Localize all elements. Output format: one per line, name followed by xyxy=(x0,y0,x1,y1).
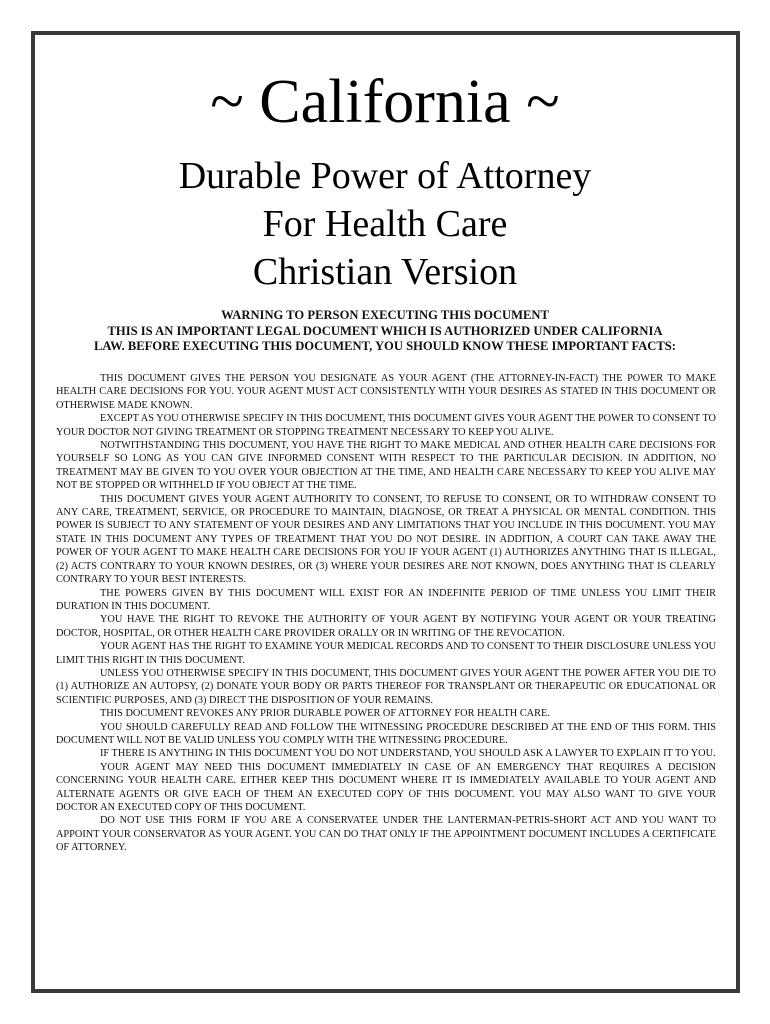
body-paragraph: THIS DOCUMENT REVOKES ANY PRIOR DURABLE POWER OF ATTORNEY FOR HEALTH CARE. xyxy=(100,708,550,720)
subtitle-line-1: Durable Power of Attorney xyxy=(178,155,592,197)
body-paragraph: EXCEPT AS YOU OTHERWISE SPECIFY IN THIS DOCUMENT, THIS DOCUMENT GIVES YOUR AGENT THE POWER TO CONSENT TO YOUR DOCTOR NOT GIVING TREATMENT OR STOPPING TREATMENT NECESSARY TO KEEP YOU ALIVE. xyxy=(56,413,716,438)
warning-line-2: LAW. BEFORE EXECUTING THIS DOCUMENT, YOU SHOULD KNOW THESE IMPORTANT FACTS: xyxy=(93,339,676,353)
body-paragraph: NOTWITHSTANDING THIS DOCUMENT, YOU HAVE THE RIGHT TO MAKE MEDICAL AND OTHER HEALTH CARE DECISIONS FOR YOURSELF SO LONG AS YOU CAN GIVE INFORMED CONSENT WITH RESPECT TO THE PARTICULAR DECISION. IN ADDITION, NO TREATMENT MAY BE GIVEN TO YOU OVER YOUR OBJECTION AT THE TIME, AND HEALTH CARE NECESSARY TO KEEP YOU ALIVE MAY NOT BE STOPPED OR WITHHELD IF YOU OBJECT AT THE TIME. xyxy=(56,440,716,492)
body-paragraph: IF THERE IS ANYTHING IN THIS DOCUMENT YOU DO NOT UNDERSTAND, YOU SHOULD ASK A LAWYER TO EXPLAIN IT TO YOU. xyxy=(100,748,716,760)
warning-line-1: THIS IS AN IMPORTANT LEGAL DOCUMENT WHICH IS AUTHORIZED UNDER CALIFORNIA xyxy=(107,323,663,338)
body-paragraph: YOU SHOULD CAREFULLY READ AND FOLLOW THE WITNESSING PROCEDURE DESCRIBED AT THE END OF THIS FORM. THIS DOCUMENT WILL NOT BE VALID UNLESS YOU COMPLY WITH THE WITNESSING PROCEDURE. xyxy=(56,721,716,746)
body-paragraph: THIS DOCUMENT GIVES THE PERSON YOU DESIGNATE AS YOUR AGENT (THE ATTORNEY-IN-FACT) THE POWER TO MAKE HEALTH CARE DECISIONS FOR YOU. YOUR AGENT MUST ACT CONSISTENTLY WITH YOUR DESIRES AS STATED IN THIS DOCUMENT OR OTHERWISE MADE KNOWN. xyxy=(56,373,716,411)
warning-heading: WARNING TO PERSON EXECUTING THIS DOCUMENT xyxy=(221,308,549,322)
body-paragraph: THE POWERS GIVEN BY THIS DOCUMENT WILL EXIST FOR AN INDEFINITE PERIOD OF TIME UNLESS YOU LIMIT THEIR DURATION IN THIS DOCUMENT. xyxy=(56,587,716,612)
body-paragraph: YOUR AGENT HAS THE RIGHT TO EXAMINE YOUR MEDICAL RECORDS AND TO CONSENT TO THEIR DISCLOSURE UNLESS YOU LIMIT THIS RIGHT IN THIS DOCUMENT. xyxy=(56,641,716,666)
body-paragraph: YOUR AGENT MAY NEED THIS DOCUMENT IMMEDIATELY IN CASE OF AN EMERGENCY THAT REQUIRES A DECISION CONCERNING YOUR HEALTH CARE. EITHER KEEP THIS DOCUMENT WHERE IT IS IMMEDIATELY AVAILABLE TO YOUR AGENT AND ALTERNATE AGENTS OR GIVE EACH OF THEM AN EXECUTED COPY OF THIS DOCUMENT. YOU MAY ALSO WANT TO GIVE YOUR DOCTOR AN EXECUTED COPY OF THIS DOCUMENT. xyxy=(56,761,716,813)
body-paragraph: THIS DOCUMENT GIVES YOUR AGENT AUTHORITY TO CONSENT, TO REFUSE TO CONSENT, OR TO WITHDRAW CONSENT TO ANY CARE, TREATMENT, SERVICE, OR PROCEDURE TO MAINTAIN, DIAGNOSE, OR TREAT A PHYSICAL OR MENTAL CONDITION. THIS POWER IS SUBJECT TO ANY STATEMENT OF YOUR DESIRES AND ANY LIMITATIONS THAT YOU INCLUDE IN THIS DOCUMENT. YOU MAY STATE IN THIS DOCUMENT ANY TYPES OF TREATMENT THAT YOU DO NOT DESIRE. IN ADDITION, A COURT CAN TAKE AWAY THE POWER OF YOUR AGENT TO MAKE HEALTH CARE DECISIONS FOR YOU IF YOUR AGENT (1) AUTHORIZES ANYTHING THAT IS ILLEGAL, (2) ACTS CONTRARY TO YOUR KNOWN DESIRES, OR (3) WHERE YOUR DESIRES ARE NOT KNOWN, DOES ANYTHING THAT IS CLEARLY CONTRARY TO YOUR BEST INTERESTS. xyxy=(56,493,716,586)
warning-block xyxy=(0,308,770,355)
document-title: ~ California ~ xyxy=(210,68,560,136)
document-body xyxy=(56,372,716,855)
subtitle-line-2: For Health Care xyxy=(262,203,508,245)
document-subtitle xyxy=(0,152,770,296)
subtitle-line-3: Christian Version xyxy=(252,251,518,293)
body-paragraph: DO NOT USE THIS FORM IF YOU ARE A CONSERVATEE UNDER THE LANTERMAN-PETRIS-SHORT ACT AND YOU WANT TO APPOINT YOUR CONSERVATOR AS YOUR AGENT. YOU CAN DO THAT ONLY IF THE APPOINTMENT DOCUMENT INCLUDES A CERTIFICATE OF ATTORNEY. xyxy=(56,815,716,854)
body-paragraph: UNLESS YOU OTHERWISE SPECIFY IN THIS DOCUMENT, THIS DOCUMENT GIVES YOUR AGENT THE POWER AFTER YOU DIE TO (1) AUTHORIZE AN AUTOPSY, (2) DONATE YOUR BODY OR PARTS THEREOF FOR TRANSPLANT OR THERAPEUTIC OR EDUCATIONAL OR SCIENTIFIC PURPOSES, AND (3) DIRECT THE DISPOSITION OF YOUR REMAINS. xyxy=(56,667,716,706)
body-paragraph: YOU HAVE THE RIGHT TO REVOKE THE AUTHORITY OF YOUR AGENT BY NOTIFYING YOUR AGENT OR YOUR TREATING DOCTOR, HOSPITAL, OR OTHER HEALTH CARE PROVIDER ORALLY OR IN WRITING OF THE REVOCATION. xyxy=(56,614,716,639)
